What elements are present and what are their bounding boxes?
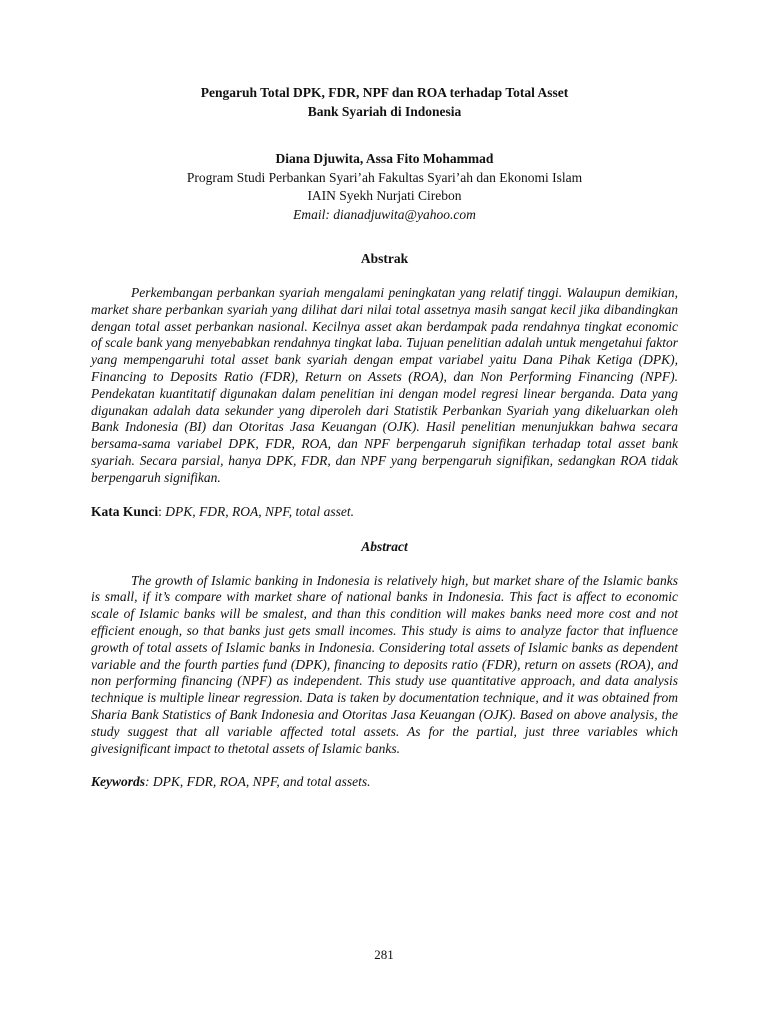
keywords-value: DPK, FDR, ROA, NPF, and total assets. [152, 774, 371, 790]
kata-kunci-label: Kata Kunci [91, 503, 159, 519]
affiliation-line-2: IAIN Syekh Nurjati Cirebon [307, 188, 462, 203]
author-names: Diana Djuwita, Assa Fito Mohammad [275, 151, 494, 166]
kata-kunci-value: DPK, FDR, ROA, NPF, total asset. [165, 503, 355, 519]
author-email: Email: dianadjuwita@yahoo.com [293, 206, 476, 222]
abstract-heading: Abstract [361, 538, 408, 554]
keywords-separator: : [145, 774, 153, 790]
keywords-label: Keywords [91, 774, 145, 790]
title-line-2: Bank Syariah di Indonesia [307, 104, 462, 119]
kata-kunci-separator: : [158, 503, 166, 519]
paper-page [91, 83, 678, 791]
page-number: 281 [374, 947, 394, 962]
abstract-text: The growth of Islamic banking in Indonesia is relatively high, but market share of the Islamic banks is small, if it’s compare with market share of national banks in Indonesia. This fact is affect to economic scale of Islamic banks will be smalest, and than this condition will makes banks need more cost and not efficient enough, so that banks just gets small incomes. This study is aims to analyze factor that influence growth of total assets of Islamic banks in Indonesia. Considering total assets of Islamic banks as dependent variable and the fourth parties fund (DPK), financing to deposits ratio (FDR), return on assets (ROA), and non performing financing (NPF) as independent. This study use quantitative approach, and data analysis technique is multiple linear regression. Data is taken by documentation technique, and it was obtained from Sharia Bank Statistics of Bank Indonesia and Otoritas Jasa Keuangan (OJK). Based on above analysis, the study suggest that all variable affected total assets. As for the partial, just three variables which givesignificant impact to thetotal assets of Islamic banks. [91, 572, 678, 756]
keywords [91, 773, 678, 791]
affiliation-line-1: Program Studi Perbankan Syari’ah Fakultas Syari’ah dan Ekonomi Islam [186, 169, 583, 185]
title-line-1: Pengaruh Total DPK, FDR, NPF dan ROA terhadap Total Asset [200, 85, 569, 100]
abstrak-text: Perkembangan perbankan syariah mengalami peningkatan yang relatif tinggi. Walaupun demikian, market share perbankan syariah yang dilihat dari nilai total assetnya masih sangat kecil jika dibandingkan dengan total asset perbankan nasional. Kecilnya asset akan berdampak pada rendahnya tingkat economic of scale bank yang menyebabkan rendahnya tingkat laba. Tujuan penelitian adalah untuk mengetahui faktor yang mempengaruhi total asset bank syariah dengan empat variabel yaitu Dana Pihak Ketiga (DPK), Financing to Deposits Ratio (FDR), Return on Assets (ROA), dan Non Performing Financing (NPF). Pendekatan kuantitatif digunakan dalam penelitian ini dengan model regresi linear berganda. Data yang digunakan adalah data sekunder yang diperoleh dari Statistik Perbankan Syariah yang dikeluarkan oleh Bank Indonesia (BI) dan Otoritas Jasa Keuangan (OJK). Hasil penelitian menunjukkan bahwa secara bersama-sama variabel DPK, FDR, ROA, dan NPF berpengaruh signifikan terhadap total asset bank syariah. Secara parsial, hanya DPK, FDR, dan NPF yang berpengaruh signifikan, sedangkan ROA tidak berpengaruh signifikan. [91, 285, 678, 485]
abstrak-heading: Abstrak [360, 251, 409, 266]
paper-title [91, 83, 678, 121]
author-block [91, 150, 678, 224]
kata-kunci [91, 503, 678, 521]
